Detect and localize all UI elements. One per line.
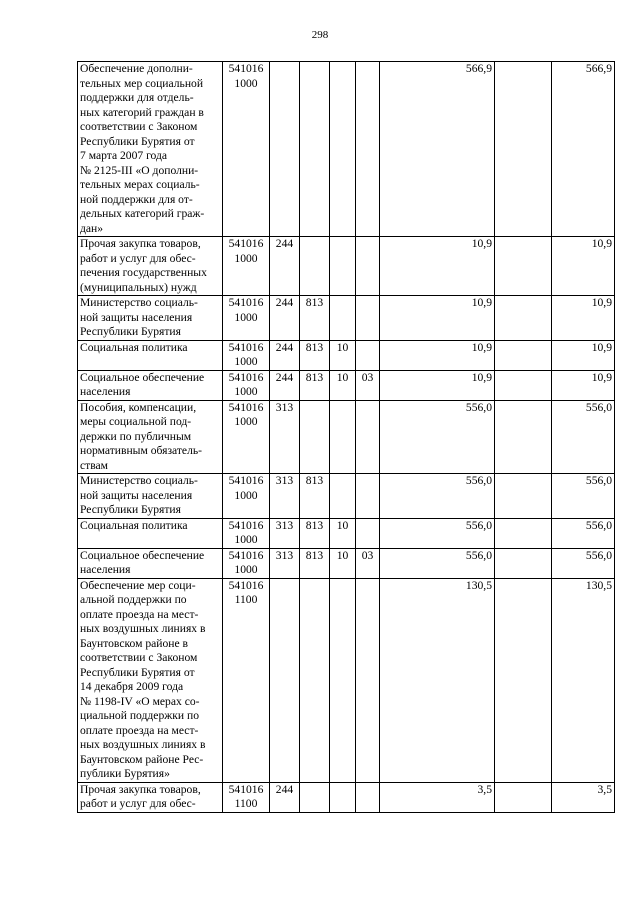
expense-name-line: ной защиты населения	[80, 488, 193, 502]
sum-cell: 556,0	[552, 400, 615, 474]
expense-name-line: Прочая закупка товаров,	[80, 237, 201, 250]
ministry-code-cell	[300, 782, 330, 812]
table-row	[78, 370, 615, 400]
sum-cell: 556,0	[552, 518, 615, 548]
target-code-line: 1000	[234, 415, 258, 428]
expense-name-line: № 2125-III «О дополни-	[80, 163, 199, 177]
empty-cell	[495, 518, 552, 548]
expense-name-line: Республики Бурятия от	[80, 665, 195, 679]
section-code-cell: 10	[330, 340, 356, 370]
empty-cell	[495, 548, 552, 578]
expense-name-cell	[78, 474, 223, 519]
expense-name-line: дельных категорий граж-	[80, 207, 205, 220]
expense-name-line: держки по публичным	[80, 429, 192, 443]
sum-cell: 556,0	[380, 518, 495, 548]
empty-cell	[495, 237, 552, 296]
expense-name-line: ных воздушных линиях в	[80, 622, 206, 635]
sum-cell: 556,0	[380, 474, 495, 519]
budget-table	[77, 61, 615, 813]
expense-name-line: печения государственных	[80, 266, 207, 279]
expense-name-line: Социальная политика	[80, 340, 188, 354]
target-code-line: 1000	[234, 533, 258, 546]
sum-cell: 10,9	[380, 296, 495, 341]
section-code-cell: 10	[330, 518, 356, 548]
target-code-cell	[223, 340, 270, 370]
expense-name-line: ствам	[80, 458, 109, 472]
target-code-line: 541016	[228, 400, 264, 414]
sum-cell: 556,0	[380, 548, 495, 578]
expense-name-line: публики Бурятия»	[80, 767, 170, 780]
ministry-code-cell: 813	[300, 548, 330, 578]
expense-name-cell	[78, 340, 223, 370]
table-row	[78, 518, 615, 548]
sum-cell: 10,9	[552, 296, 615, 341]
expense-name-line: Обеспечение мер соци-	[80, 578, 196, 592]
expense-name-line: поддержки для отдель-	[80, 91, 194, 104]
expense-name-cell	[78, 782, 223, 812]
target-code-line: 1000	[234, 310, 258, 324]
empty-cell	[495, 474, 552, 519]
expense-name-line: дан»	[80, 221, 104, 235]
subsection-code-cell	[356, 782, 380, 812]
table-row	[78, 548, 615, 578]
target-code-line: 541016	[228, 340, 264, 354]
sum-cell: 10,9	[552, 340, 615, 370]
section-code-cell	[330, 400, 356, 474]
target-code-line: 541016	[228, 237, 264, 250]
expense-name-line: Баунтовском районе Рес-	[80, 752, 204, 766]
page-number: 298	[311, 29, 329, 41]
expense-name-line: 7 марта 2007 года	[80, 149, 168, 162]
ministry-code-cell: 813	[300, 474, 330, 519]
expense-name-cell	[78, 548, 223, 578]
subsection-code-cell	[356, 62, 380, 237]
expense-name-line: населения	[80, 385, 131, 398]
sum-cell: 556,0	[380, 400, 495, 474]
ministry-code-cell	[300, 237, 330, 296]
expense-name-line: № 1198-IV «О мерах со-	[80, 694, 200, 708]
empty-cell	[495, 400, 552, 474]
expense-name-line: Министерство социаль-	[80, 474, 198, 487]
ministry-code-cell: 813	[300, 518, 330, 548]
expense-type-cell: 244	[270, 782, 300, 812]
expense-type-cell	[270, 62, 300, 237]
target-code-line: 541016	[228, 296, 264, 309]
expense-type-cell: 313	[270, 518, 300, 548]
subsection-code-cell	[356, 237, 380, 296]
expense-name-line: ной защиты населения	[80, 310, 193, 324]
expense-name-line: Пособия, компенсации,	[80, 400, 197, 414]
expense-name-line: Социальное обеспечение	[80, 548, 205, 562]
target-code-line: 1100	[234, 797, 258, 810]
subsection-code-cell	[356, 296, 380, 341]
sum-cell: 566,9	[552, 62, 615, 237]
section-code-cell	[330, 782, 356, 812]
expense-name-cell	[78, 370, 223, 400]
expense-name-cell	[78, 518, 223, 548]
expense-name-line: меры социальной под-	[80, 415, 192, 428]
target-code-cell	[223, 62, 270, 237]
table-row	[78, 474, 615, 519]
sum-cell: 10,9	[380, 370, 495, 400]
table-row	[78, 400, 615, 474]
sum-cell: 130,5	[380, 578, 495, 782]
ministry-code-cell	[300, 400, 330, 474]
target-code-line: 1100	[234, 593, 258, 606]
expense-name-line: оплате проезда на мест-	[80, 723, 199, 737]
expense-name-line: работ и услуг для обес-	[80, 797, 196, 810]
expense-type-cell: 244	[270, 237, 300, 296]
expense-name-line: Обеспечение дополни-	[80, 62, 193, 75]
empty-cell	[495, 340, 552, 370]
empty-cell	[495, 62, 552, 237]
target-code-line: 1000	[234, 355, 258, 368]
sum-cell: 566,9	[380, 62, 495, 237]
ministry-code-cell: 813	[300, 296, 330, 341]
sum-cell: 10,9	[552, 370, 615, 400]
expense-name-line: тельных мерах социаль-	[80, 178, 200, 191]
expense-name-line: ной поддержки для от-	[80, 192, 193, 206]
table-row	[78, 578, 615, 782]
target-code-line: 541016	[228, 578, 264, 592]
table-row	[78, 340, 615, 370]
target-code-line: 541016	[228, 474, 264, 487]
section-code-cell: 10	[330, 370, 356, 400]
expense-type-cell: 313	[270, 548, 300, 578]
target-code-line: 1000	[234, 563, 258, 576]
expense-name-cell	[78, 296, 223, 341]
expense-name-line: ных категорий граждан в	[80, 105, 204, 119]
target-code-line: 541016	[228, 62, 264, 75]
expense-name-line: Республики Бурятия	[80, 503, 181, 516]
section-code-cell	[330, 474, 356, 519]
target-code-line: 1000	[234, 251, 258, 265]
target-code-line: 541016	[228, 548, 264, 562]
expense-name-line: тельных мер социальной	[80, 76, 204, 90]
sum-cell: 10,9	[552, 237, 615, 296]
subsection-code-cell	[356, 400, 380, 474]
target-code-cell	[223, 518, 270, 548]
expense-name-line: Социальная политика	[80, 518, 188, 532]
section-code-cell	[330, 237, 356, 296]
subsection-code-cell	[356, 578, 380, 782]
empty-cell	[495, 578, 552, 782]
table-row	[78, 62, 615, 237]
sum-cell: 556,0	[552, 474, 615, 519]
expense-name-cell	[78, 237, 223, 296]
subsection-code-cell	[356, 474, 380, 519]
ministry-code-cell	[300, 578, 330, 782]
expense-type-cell: 244	[270, 370, 300, 400]
empty-cell	[495, 782, 552, 812]
ministry-code-cell: 813	[300, 370, 330, 400]
subsection-code-cell: 03	[356, 548, 380, 578]
target-code-cell	[223, 237, 270, 296]
expense-name-line: альной поддержки по	[80, 593, 187, 606]
expense-name-cell	[78, 578, 223, 782]
expense-name-line: работ и услуг для обес-	[80, 251, 196, 265]
subsection-code-cell	[356, 340, 380, 370]
ministry-code-cell: 813	[300, 340, 330, 370]
target-code-line: 1000	[234, 76, 258, 90]
subsection-code-cell	[356, 518, 380, 548]
expense-name-line: Республики Бурятия	[80, 325, 181, 338]
target-code-line: 541016	[228, 782, 264, 796]
target-code-line: 541016	[228, 518, 264, 532]
table-row	[78, 296, 615, 341]
expense-name-line: Баунтовском районе в	[80, 636, 188, 650]
empty-cell	[495, 296, 552, 341]
target-code-line: 1000	[234, 385, 258, 398]
target-code-cell	[223, 474, 270, 519]
target-code-line: 541016	[228, 370, 264, 384]
expense-name-line: (муниципальных) нужд	[80, 280, 197, 294]
expense-type-cell: 244	[270, 296, 300, 341]
target-code-cell	[223, 578, 270, 782]
expense-name-line: 14 декабря 2009 года	[80, 680, 184, 693]
sum-cell: 10,9	[380, 237, 495, 296]
section-code-cell	[330, 578, 356, 782]
expense-name-line: Министерство социаль-	[80, 296, 198, 309]
table-row	[78, 782, 615, 812]
sum-cell: 3,5	[552, 782, 615, 812]
expense-name-line: Прочая закупка товаров,	[80, 782, 201, 796]
expense-name-cell	[78, 400, 223, 474]
section-code-cell	[330, 296, 356, 341]
expense-name-line: оплате проезда на мест-	[80, 607, 199, 621]
expense-name-line: ных воздушных линиях в	[80, 738, 206, 751]
expense-name-cell	[78, 62, 223, 237]
expense-name-line: соответствии с Законом	[80, 120, 198, 133]
expense-type-cell: 244	[270, 340, 300, 370]
sum-cell: 3,5	[380, 782, 495, 812]
expense-name-line: соответствии с Законом	[80, 651, 198, 664]
expense-name-line: циальной поддержки по	[80, 709, 199, 722]
ministry-code-cell	[300, 62, 330, 237]
sum-cell: 556,0	[552, 548, 615, 578]
subsection-code-cell: 03	[356, 370, 380, 400]
expense-name-line: Социальное обеспечение	[80, 370, 205, 384]
expense-name-line: населения	[80, 563, 131, 576]
expense-type-cell: 313	[270, 400, 300, 474]
sum-cell: 130,5	[552, 578, 615, 782]
expense-name-line: нормативным обязатель-	[80, 444, 203, 457]
empty-cell	[495, 370, 552, 400]
target-code-cell	[223, 400, 270, 474]
target-code-line: 1000	[234, 488, 258, 502]
target-code-cell	[223, 370, 270, 400]
target-code-cell	[223, 296, 270, 341]
section-code-cell	[330, 62, 356, 237]
section-code-cell: 10	[330, 548, 356, 578]
expense-name-line: Республики Бурятия от	[80, 134, 195, 148]
expense-type-cell: 313	[270, 474, 300, 519]
sum-cell: 10,9	[380, 340, 495, 370]
target-code-cell	[223, 548, 270, 578]
target-code-cell	[223, 782, 270, 812]
expense-type-cell	[270, 578, 300, 782]
table-row	[78, 237, 615, 296]
